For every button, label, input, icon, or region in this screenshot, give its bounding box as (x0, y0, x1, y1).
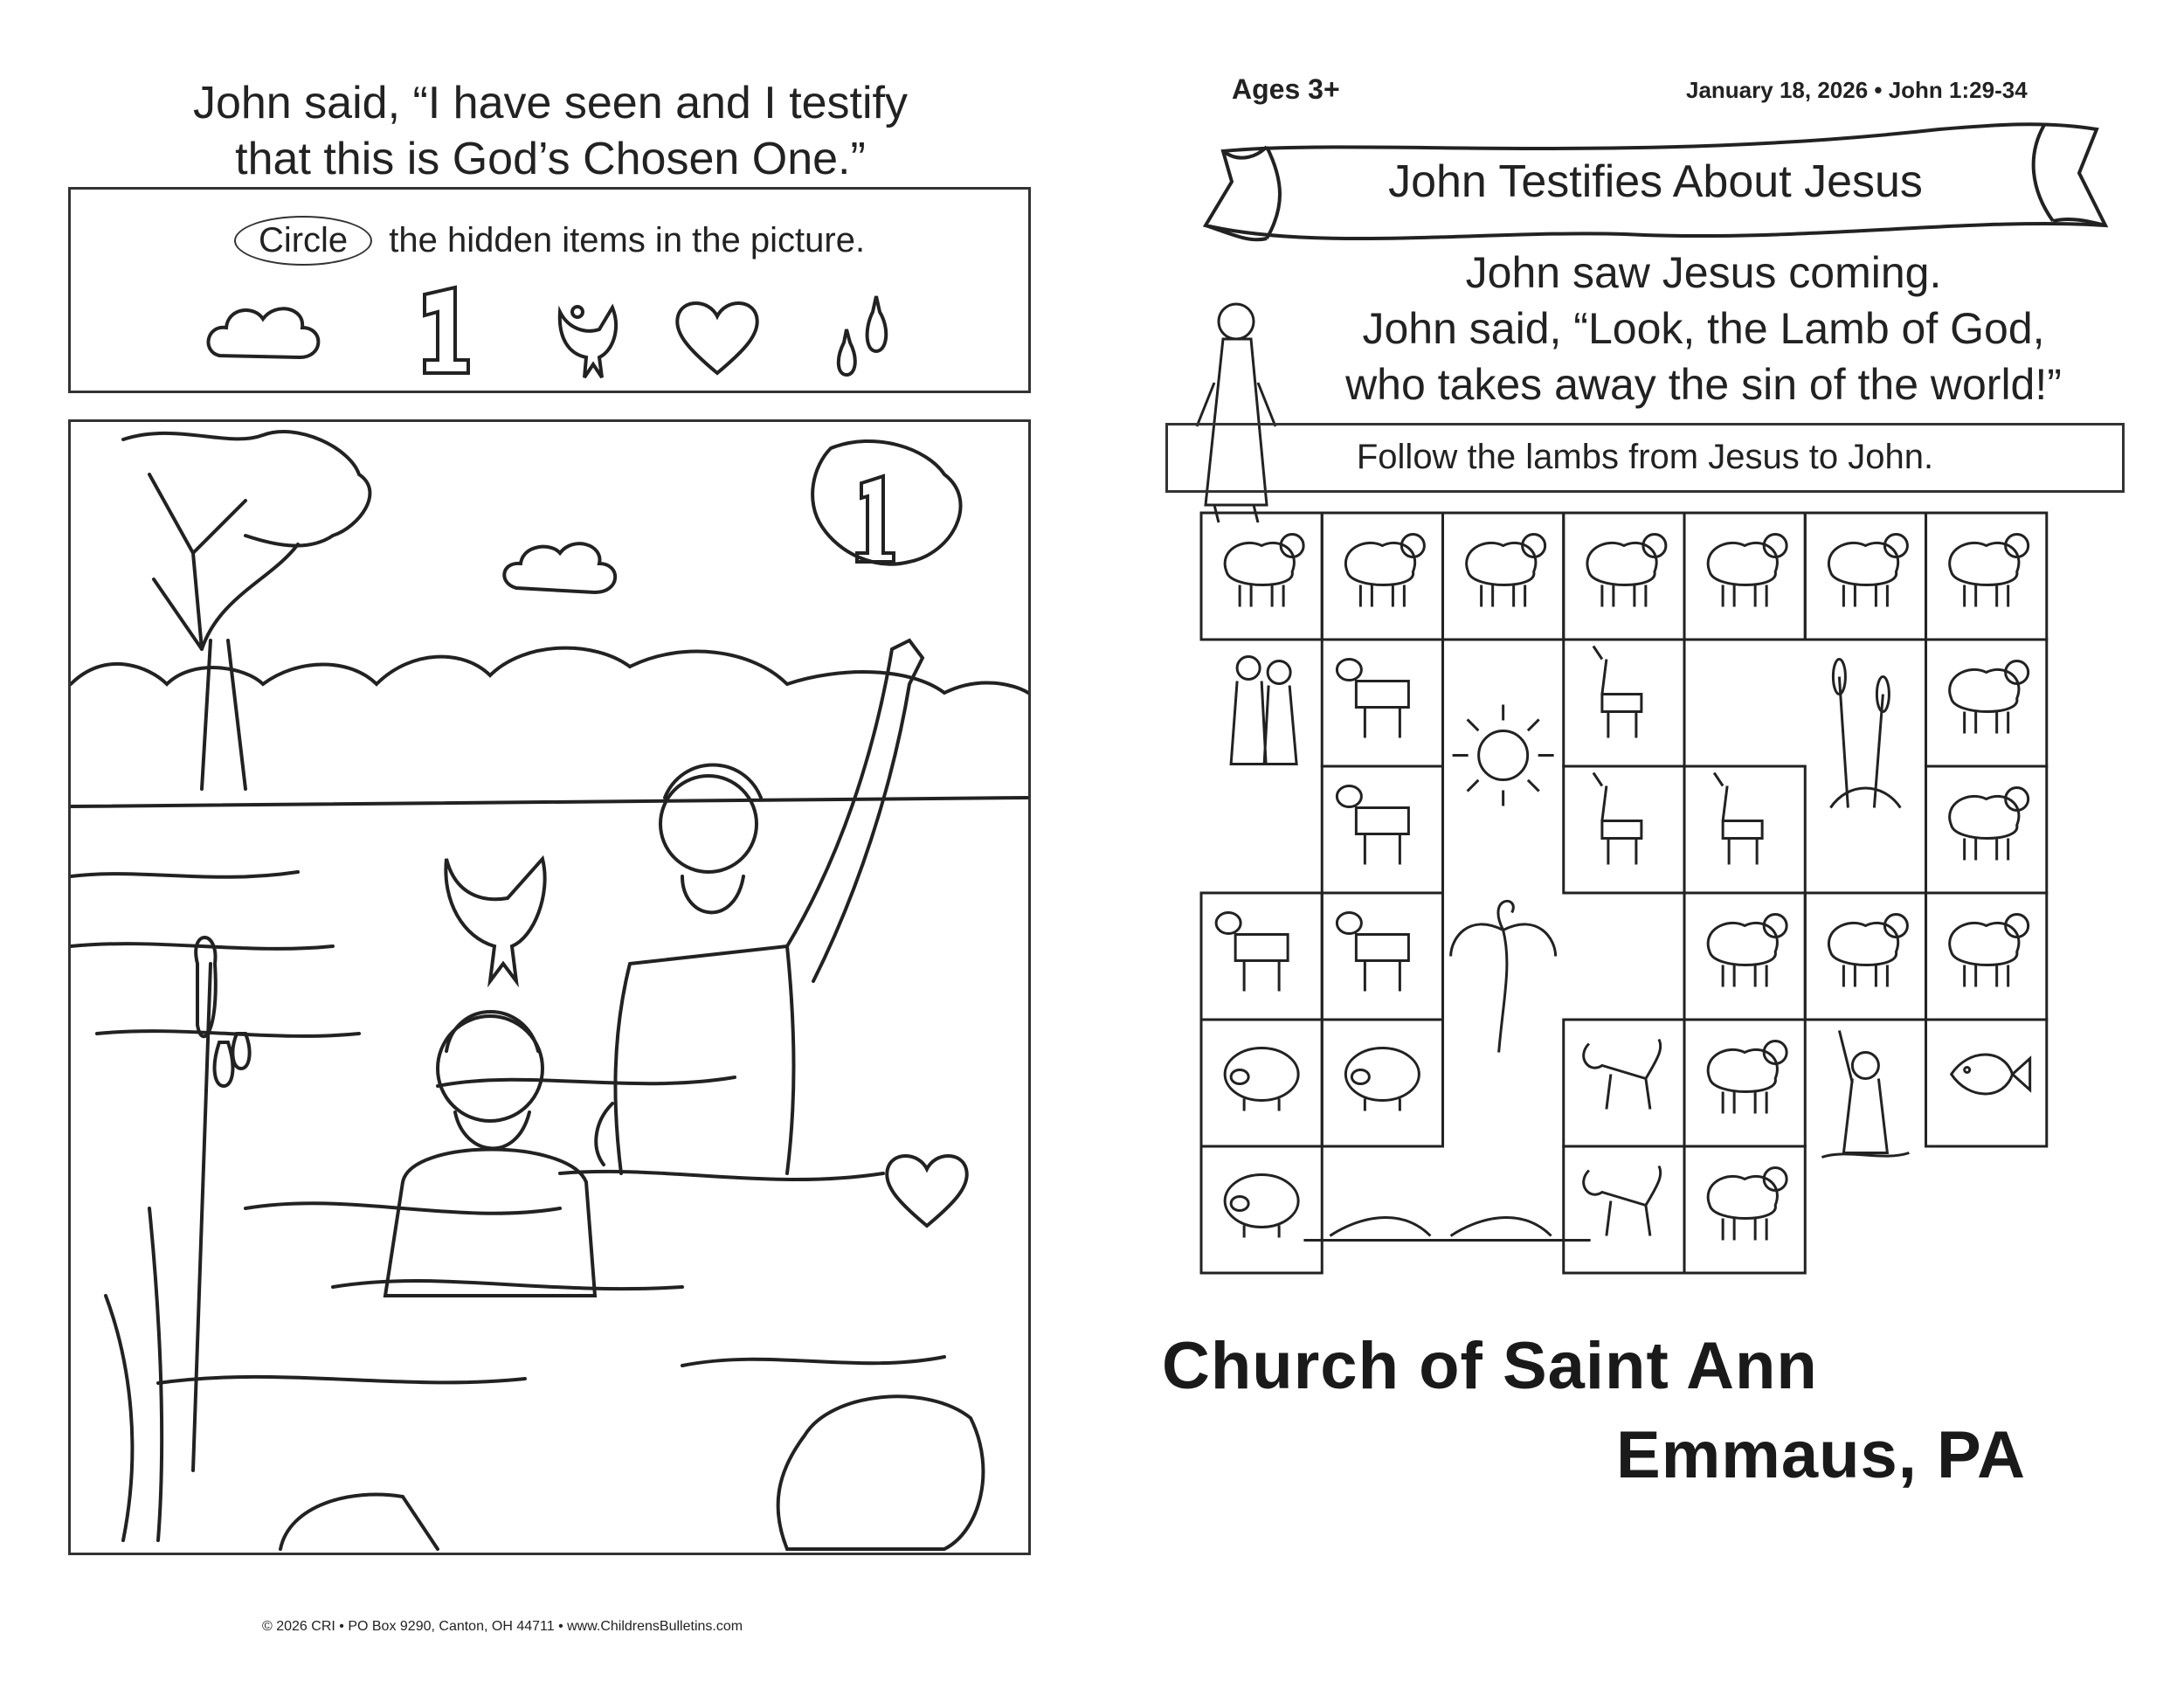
maze-cell-fish[interactable] (1926, 1020, 2047, 1146)
dove-icon (560, 307, 616, 377)
water-drops-icon (839, 296, 886, 375)
maze-cell-lamb[interactable] (1926, 640, 2047, 766)
maze-cell-goat[interactable] (1684, 766, 1805, 893)
maze-cell-rocks[interactable] (1303, 1218, 1469, 1241)
maze-cell-goat[interactable] (1564, 640, 1684, 766)
circle-word: Circle (234, 216, 372, 266)
maze-cell-lamb[interactable] (1684, 1146, 1805, 1273)
instruction-text: the hidden items in the picture. (389, 221, 866, 259)
heart-icon (677, 303, 757, 373)
maze-cell-lamb[interactable] (1564, 513, 1684, 640)
maze-cell-calf[interactable] (1322, 766, 1442, 893)
maze-cell-lamb[interactable] (1805, 893, 1925, 1020)
baptism-scene-illustration (71, 422, 1028, 1553)
age-label: Ages 3+ (1232, 73, 1340, 105)
lamb-maze (1197, 508, 2097, 1277)
cloud-icon (209, 308, 319, 357)
date-reference: January 18, 2026 • John 1:29-34 (1686, 77, 2028, 103)
quote-line-1: John said, “I have seen and I testify (192, 78, 909, 128)
church-name: Church of Saint Ann (1162, 1329, 1818, 1403)
maze-cell-lamb[interactable] (1684, 893, 1805, 1020)
maze-cell-dog[interactable] (1564, 1146, 1684, 1273)
maze-cell-cattails[interactable] (1830, 660, 1900, 808)
maze-instruction: Follow the lambs from Jesus to John. (1356, 438, 1934, 476)
baptism-coloring-picture (68, 419, 1031, 1555)
page-title: John Testifies About Jesus (1388, 156, 1923, 207)
church-location: Emmaus, PA (1616, 1418, 2026, 1492)
maze-cell-lamb[interactable] (1926, 893, 2047, 1020)
maze-cell-dog[interactable] (1564, 1020, 1684, 1146)
maze-cell-lamb[interactable] (1443, 513, 1564, 640)
quote-text (70, 75, 1031, 187)
maze-instruction-box (1165, 423, 2125, 493)
hidden-items-instruction (71, 216, 1028, 266)
maze-cell-john[interactable] (1821, 1031, 1909, 1158)
maze-cell-rocks[interactable] (1425, 1218, 1591, 1241)
maze-cell-lamb[interactable] (1926, 513, 2047, 640)
maze-cell-lamb[interactable] (1322, 513, 1442, 640)
verse-line-2: John said, “Look, the Lamb of God, (1362, 304, 2045, 353)
maze-cell-palm-tree[interactable] (1451, 901, 1556, 1052)
maze-cell-pig[interactable] (1322, 1020, 1442, 1146)
maze-cell-calf[interactable] (1322, 640, 1442, 766)
maze-cell-lamb[interactable] (1926, 766, 2047, 893)
copyright-footer: © 2026 CRI • PO Box 9290, Canton, OH 44711 • www.ChildrensBulletins.com (262, 1619, 743, 1634)
bible-verse (1267, 245, 2140, 412)
maze-cell-lamb[interactable] (1805, 513, 1925, 640)
hidden-items-row (202, 277, 918, 382)
maze-cell-lamb[interactable] (1684, 1020, 1805, 1146)
jesus-figure (1188, 295, 1284, 531)
maze-cell-calf[interactable] (1322, 893, 1442, 1020)
maze-cell-lamb[interactable] (1684, 513, 1805, 640)
maze-cell-pig[interactable] (1201, 1020, 1322, 1146)
maze-cell-sun[interactable] (1453, 705, 1554, 806)
maze-cell-goat[interactable] (1564, 766, 1684, 893)
verse-line-3: who takes away the sin of the world!” (1345, 360, 2062, 409)
maze-cell-disciples[interactable] (1231, 657, 1296, 764)
number-one-icon (425, 287, 468, 373)
hidden-items-box (68, 187, 1031, 393)
quote-line-2: that this is God’s Chosen One.” (235, 134, 866, 184)
maze-cell-lamb[interactable] (1201, 513, 1322, 640)
maze-cell-pig[interactable] (1201, 1146, 1322, 1273)
verse-line-1: John saw Jesus coming. (1465, 248, 1942, 297)
maze-cell-calf[interactable] (1201, 893, 1322, 1020)
